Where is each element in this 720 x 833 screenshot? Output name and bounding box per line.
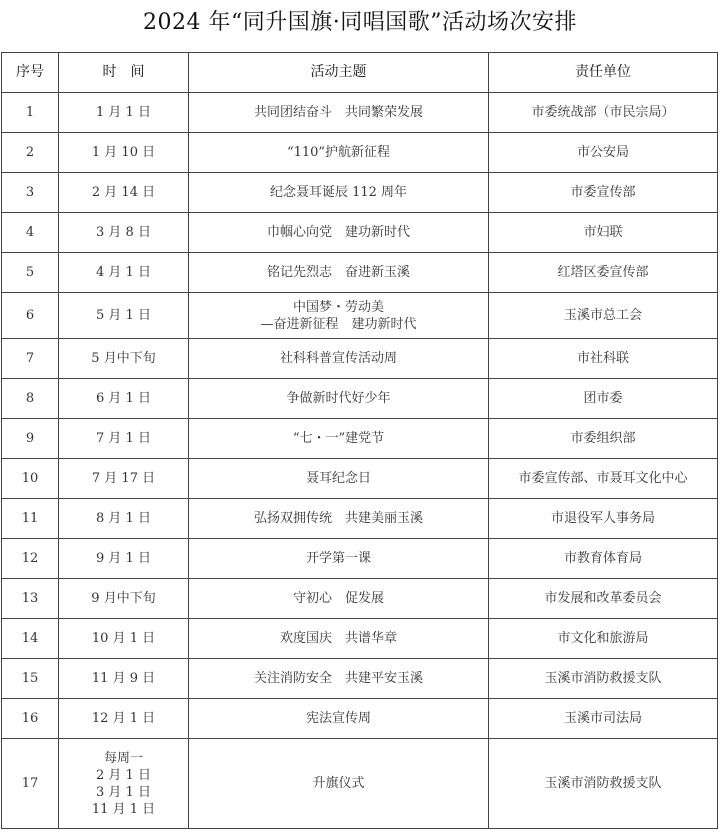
cell-no: 5 [2, 253, 59, 293]
cell-theme: 欢度国庆 共谱华章 [189, 619, 489, 659]
cell-unit: 玉溪市司法局 [489, 699, 718, 739]
schedule-table [1, 52, 718, 829]
table-header-row [2, 53, 718, 93]
cell-time: 8 月 1 日 [59, 499, 189, 539]
cell-no: 14 [2, 619, 59, 659]
cell-time: 5 月中下旬 [59, 339, 189, 379]
table-row [2, 539, 718, 579]
cell-theme: 关注消防安全 共建平安玉溪 [189, 659, 489, 699]
table-row [2, 579, 718, 619]
cell-time: 10 月 1 日 [59, 619, 189, 659]
cell-theme: 巾帼心向党 建功新时代 [189, 213, 489, 253]
cell-unit: 市公安局 [489, 133, 718, 173]
table-row [2, 459, 718, 499]
cell-theme: 中国梦・劳动美 —奋进新征程 建功新时代 [189, 293, 489, 339]
table-row [2, 339, 718, 379]
table-row [2, 379, 718, 419]
cell-unit: 市委组织部 [489, 419, 718, 459]
cell-time: 1 月 1 日 [59, 93, 189, 133]
cell-unit: 市委宣传部 [489, 173, 718, 213]
table-row [2, 619, 718, 659]
cell-unit: 红塔区委宣传部 [489, 253, 718, 293]
cell-theme: 共同团结奋斗 共同繁荣发展 [189, 93, 489, 133]
cell-theme: 宪法宣传周 [189, 699, 489, 739]
cell-no: 8 [2, 379, 59, 419]
table-row [2, 173, 718, 213]
table-row [2, 133, 718, 173]
cell-time: 每周一 2 月 1 日 3 月 1 日 11 月 1 日 [59, 739, 189, 829]
header-time: 时 间 [59, 53, 189, 93]
cell-unit: 玉溪市消防救援支队 [489, 739, 718, 829]
table-row [2, 293, 718, 339]
cell-time: 11 月 9 日 [59, 659, 189, 699]
cell-no: 12 [2, 539, 59, 579]
table-row [2, 419, 718, 459]
cell-no: 16 [2, 699, 59, 739]
cell-no: 17 [2, 739, 59, 829]
cell-time: 4 月 1 日 [59, 253, 189, 293]
cell-time: 5 月 1 日 [59, 293, 189, 339]
cell-time: 2 月 14 日 [59, 173, 189, 213]
cell-unit: 市教育体育局 [489, 539, 718, 579]
cell-theme: 争做新时代好少年 [189, 379, 489, 419]
cell-theme: 开学第一课 [189, 539, 489, 579]
cell-unit: 团市委 [489, 379, 718, 419]
cell-time: 12 月 1 日 [59, 699, 189, 739]
cell-no: 6 [2, 293, 59, 339]
cell-unit: 市妇联 [489, 213, 718, 253]
cell-unit: 市文化和旅游局 [489, 619, 718, 659]
cell-theme: 弘扬双拥传统 共建美丽玉溪 [189, 499, 489, 539]
cell-unit: 市社科联 [489, 339, 718, 379]
cell-unit: 玉溪市总工会 [489, 293, 718, 339]
cell-theme: 社科科普宣传活动周 [189, 339, 489, 379]
page-title: 2024 年“同升国旗·同唱国歌”活动场次安排 [143, 10, 577, 35]
cell-time: 3 月 8 日 [59, 213, 189, 253]
header-no: 序号 [2, 53, 59, 93]
cell-time: 7 月 1 日 [59, 419, 189, 459]
cell-unit: 玉溪市消防救援支队 [489, 659, 718, 699]
cell-no: 1 [2, 93, 59, 133]
cell-no: 3 [2, 173, 59, 213]
cell-no: 11 [2, 499, 59, 539]
cell-unit: 市发展和改革委员会 [489, 579, 718, 619]
header-unit: 责任单位 [489, 53, 718, 93]
cell-no: 9 [2, 419, 59, 459]
cell-time: 1 月 10 日 [59, 133, 189, 173]
cell-no: 4 [2, 213, 59, 253]
cell-theme: 升旗仪式 [189, 739, 489, 829]
cell-no: 10 [2, 459, 59, 499]
cell-theme: “110”护航新征程 [189, 133, 489, 173]
cell-time: 7 月 17 日 [59, 459, 189, 499]
table-row [2, 699, 718, 739]
cell-no: 2 [2, 133, 59, 173]
cell-theme: 聂耳纪念日 [189, 459, 489, 499]
cell-theme: “七・一”建党节 [189, 419, 489, 459]
header-theme: 活动主题 [189, 53, 489, 93]
table-row [2, 213, 718, 253]
cell-theme: 铭记先烈志 奋进新玉溪 [189, 253, 489, 293]
cell-unit: 市委宣传部、市聂耳文化中心 [489, 459, 718, 499]
table-row [2, 659, 718, 699]
cell-theme: 纪念聂耳诞辰 112 周年 [189, 173, 489, 213]
cell-time: 9 月中下旬 [59, 579, 189, 619]
cell-no: 7 [2, 339, 59, 379]
cell-theme: 守初心 促发展 [189, 579, 489, 619]
cell-time: 9 月 1 日 [59, 539, 189, 579]
cell-unit: 市委统战部（市民宗局） [489, 93, 718, 133]
cell-no: 13 [2, 579, 59, 619]
cell-no: 15 [2, 659, 59, 699]
cell-unit: 市退役军人事务局 [489, 499, 718, 539]
table-row [2, 739, 718, 829]
table-row [2, 499, 718, 539]
table-row [2, 93, 718, 133]
cell-time: 6 月 1 日 [59, 379, 189, 419]
table-row [2, 253, 718, 293]
